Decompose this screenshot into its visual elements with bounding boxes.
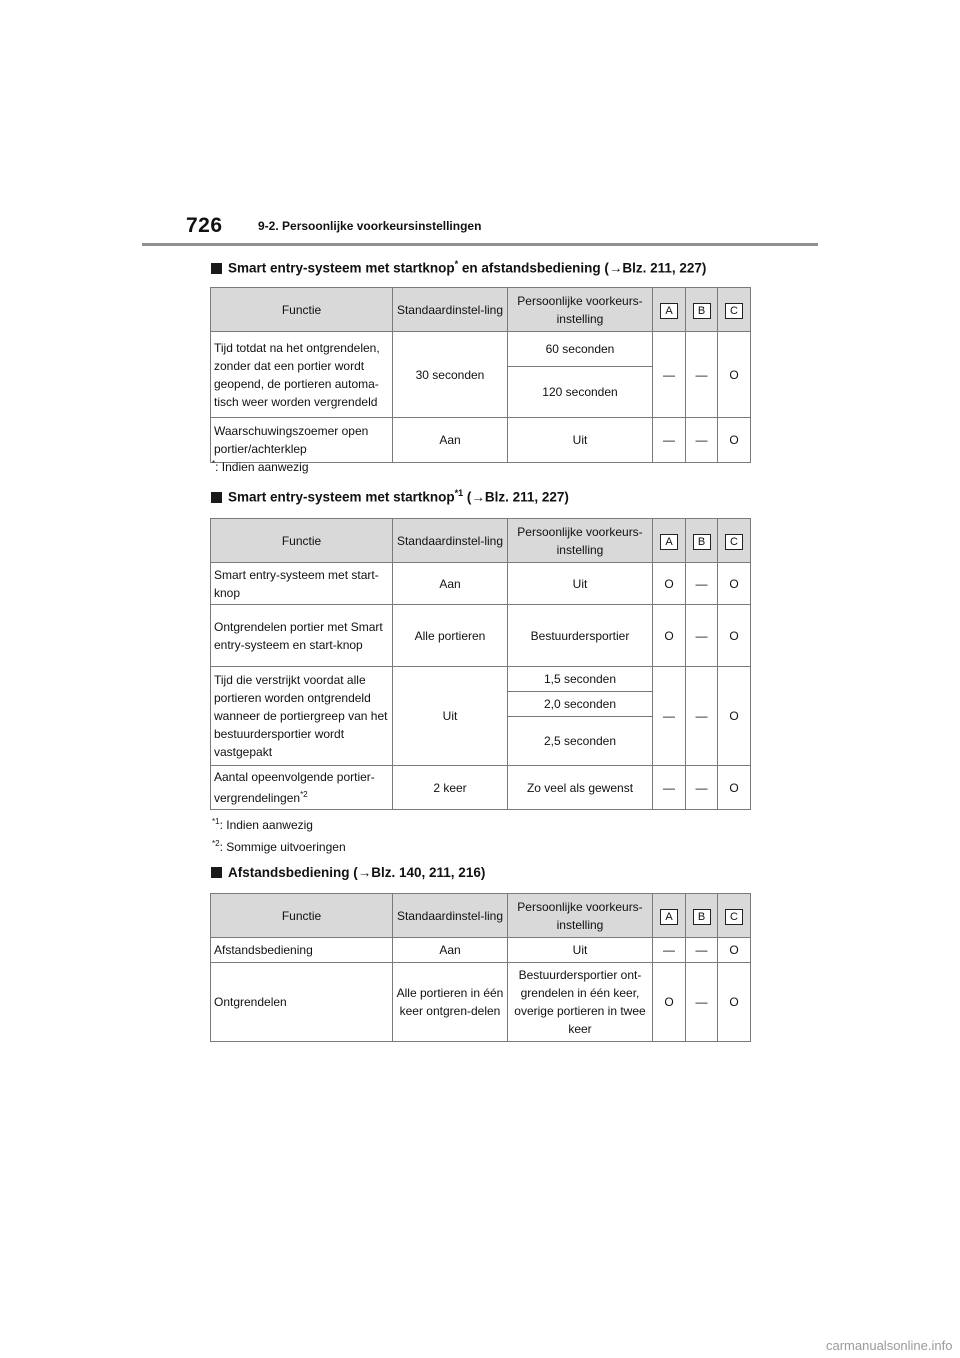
table-header-row: [211, 519, 751, 563]
cell-option: 1,5 seconden: [508, 667, 653, 692]
cell-c: O: [718, 563, 751, 605]
cell-functie: Tijd die verstrijkt voordat alle portieren worden ontgrendeld wanneer de portiergreep van het bestuurdersportier wordt vastgepakt: [211, 667, 393, 766]
header-persoonlijk: Persoonlijke voorkeurs-instelling: [508, 519, 653, 563]
header-standaard: Standaardinstel-ling: [393, 288, 508, 332]
cell-option: Zo veel als gewenst: [508, 766, 653, 810]
cell-functie: Ontgrendelen portier met Smart entry-systeem en start-knop: [211, 605, 393, 667]
cell-functie: Aantal opeenvolgende portier-vergrendelingen$^{*2}$: [211, 766, 393, 810]
table-row: [211, 332, 751, 367]
cell-standaard: Alle portieren in één keer ontgren-delen: [393, 963, 508, 1042]
column-c-badge: C: [725, 909, 743, 925]
header-functie: Functie: [211, 288, 393, 332]
cell-option: 120 seconden: [508, 367, 653, 418]
header-persoonlijk: Persoonlijke voorkeurs-instelling: [508, 288, 653, 332]
cell-functie: Afstandsbediening: [211, 938, 393, 963]
section-title-remote: Afstandsbediening (→Blz. 140, 211, 216): [211, 865, 485, 880]
header-persoonlijk: Persoonlijke voorkeurs-instelling: [508, 894, 653, 938]
cell-a: —: [653, 332, 686, 418]
cell-standaard: Aan: [393, 418, 508, 463]
header-functie: Functie: [211, 894, 393, 938]
cell-a: O: [653, 963, 686, 1042]
chapter-title: 9-2. Persoonlijke voorkeursinstellingen: [258, 219, 482, 233]
cell-b: —: [686, 605, 718, 667]
column-a-badge: A: [660, 303, 678, 319]
settings-table-smart-entry-remote: [210, 287, 751, 463]
cell-option: Uit: [508, 418, 653, 463]
cell-a: O: [653, 605, 686, 667]
cell-functie: Tijd totdat na het ontgrendelen, zonder dat een portier wordt geopend, de portieren automa-tisch weer worden vergrendeld: [211, 332, 393, 418]
cell-a: —: [653, 418, 686, 463]
cell-standaard: 30 seconden: [393, 332, 508, 418]
footnote: $^{*1}$: Indien aanwezig: [212, 817, 313, 832]
cell-a: —: [653, 667, 686, 766]
cell-option: Bestuurdersportier: [508, 605, 653, 667]
column-a-badge: A: [660, 534, 678, 550]
cell-c: O: [718, 667, 751, 766]
table-header-row: [211, 288, 751, 332]
cell-a: —: [653, 938, 686, 963]
cell-option: 2,5 seconden: [508, 717, 653, 766]
cell-c: O: [718, 418, 751, 463]
cell-a: —: [653, 766, 686, 810]
cell-b: —: [686, 418, 718, 463]
cell-c: O: [718, 938, 751, 963]
cell-b: —: [686, 332, 718, 418]
cell-standaard: 2 keer: [393, 766, 508, 810]
square-bullet-icon: [211, 492, 222, 503]
cell-option: Bestuurdersportier ont-grendelen in één keer, overige portieren in twee keer: [508, 963, 653, 1042]
page-number: 726: [186, 214, 223, 237]
cell-b: —: [686, 963, 718, 1042]
cell-c: O: [718, 766, 751, 810]
watermark: carmanualsonline.info: [826, 1338, 953, 1353]
column-b-badge: B: [693, 303, 711, 319]
column-a-badge: A: [660, 909, 678, 925]
table-row: [211, 563, 751, 605]
cell-b: —: [686, 938, 718, 963]
header-divider: [142, 243, 818, 246]
header-functie: Functie: [211, 519, 393, 563]
settings-table-smart-entry: [210, 518, 751, 810]
cell-standaard: Aan: [393, 563, 508, 605]
cell-b: —: [686, 563, 718, 605]
footnote: $^{*2}$: Sommige uitvoeringen: [212, 839, 346, 854]
table-row: [211, 418, 751, 463]
table-row: [211, 605, 751, 667]
table-row: [211, 667, 751, 692]
table-row: [211, 938, 751, 963]
cell-functie: Ontgrendelen: [211, 963, 393, 1042]
square-bullet-icon: [211, 263, 222, 274]
cell-b: —: [686, 766, 718, 810]
cell-option: Uit: [508, 938, 653, 963]
cell-option: 60 seconden: [508, 332, 653, 367]
cell-c: O: [718, 605, 751, 667]
cell-b: —: [686, 667, 718, 766]
cell-c: O: [718, 963, 751, 1042]
table-row: [211, 963, 751, 1042]
square-bullet-icon: [211, 867, 222, 878]
table-header-row: [211, 894, 751, 938]
cell-c: O: [718, 332, 751, 418]
column-b-badge: B: [693, 534, 711, 550]
column-c-badge: C: [725, 534, 743, 550]
cell-functie: Waarschuwingszoemer open portier/achterklep: [211, 418, 393, 463]
cell-standaard: Aan: [393, 938, 508, 963]
column-c-badge: C: [725, 303, 743, 319]
section-title-smart-entry-remote: Smart entry-systeem met startknop* en afstandsbediening (→Blz. 211, 227): [211, 259, 706, 276]
cell-standaard: Uit: [393, 667, 508, 766]
cell-functie: Smart entry-systeem met start-knop: [211, 563, 393, 605]
cell-standaard: Alle portieren: [393, 605, 508, 667]
cell-option: 2,0 seconden: [508, 692, 653, 717]
column-b-badge: B: [693, 909, 711, 925]
footnote: *: Indien aanwezig: [212, 459, 309, 474]
header-standaard: Standaardinstel-ling: [393, 894, 508, 938]
cell-option: Uit: [508, 563, 653, 605]
cell-a: O: [653, 563, 686, 605]
table-row: [211, 766, 751, 810]
section-title-smart-entry: Smart entry-systeem met startknop$^{*1}$ (→Blz. 211, 227): [211, 488, 569, 505]
header-standaard: Standaardinstel-ling: [393, 519, 508, 563]
settings-table-remote: [210, 893, 751, 1042]
